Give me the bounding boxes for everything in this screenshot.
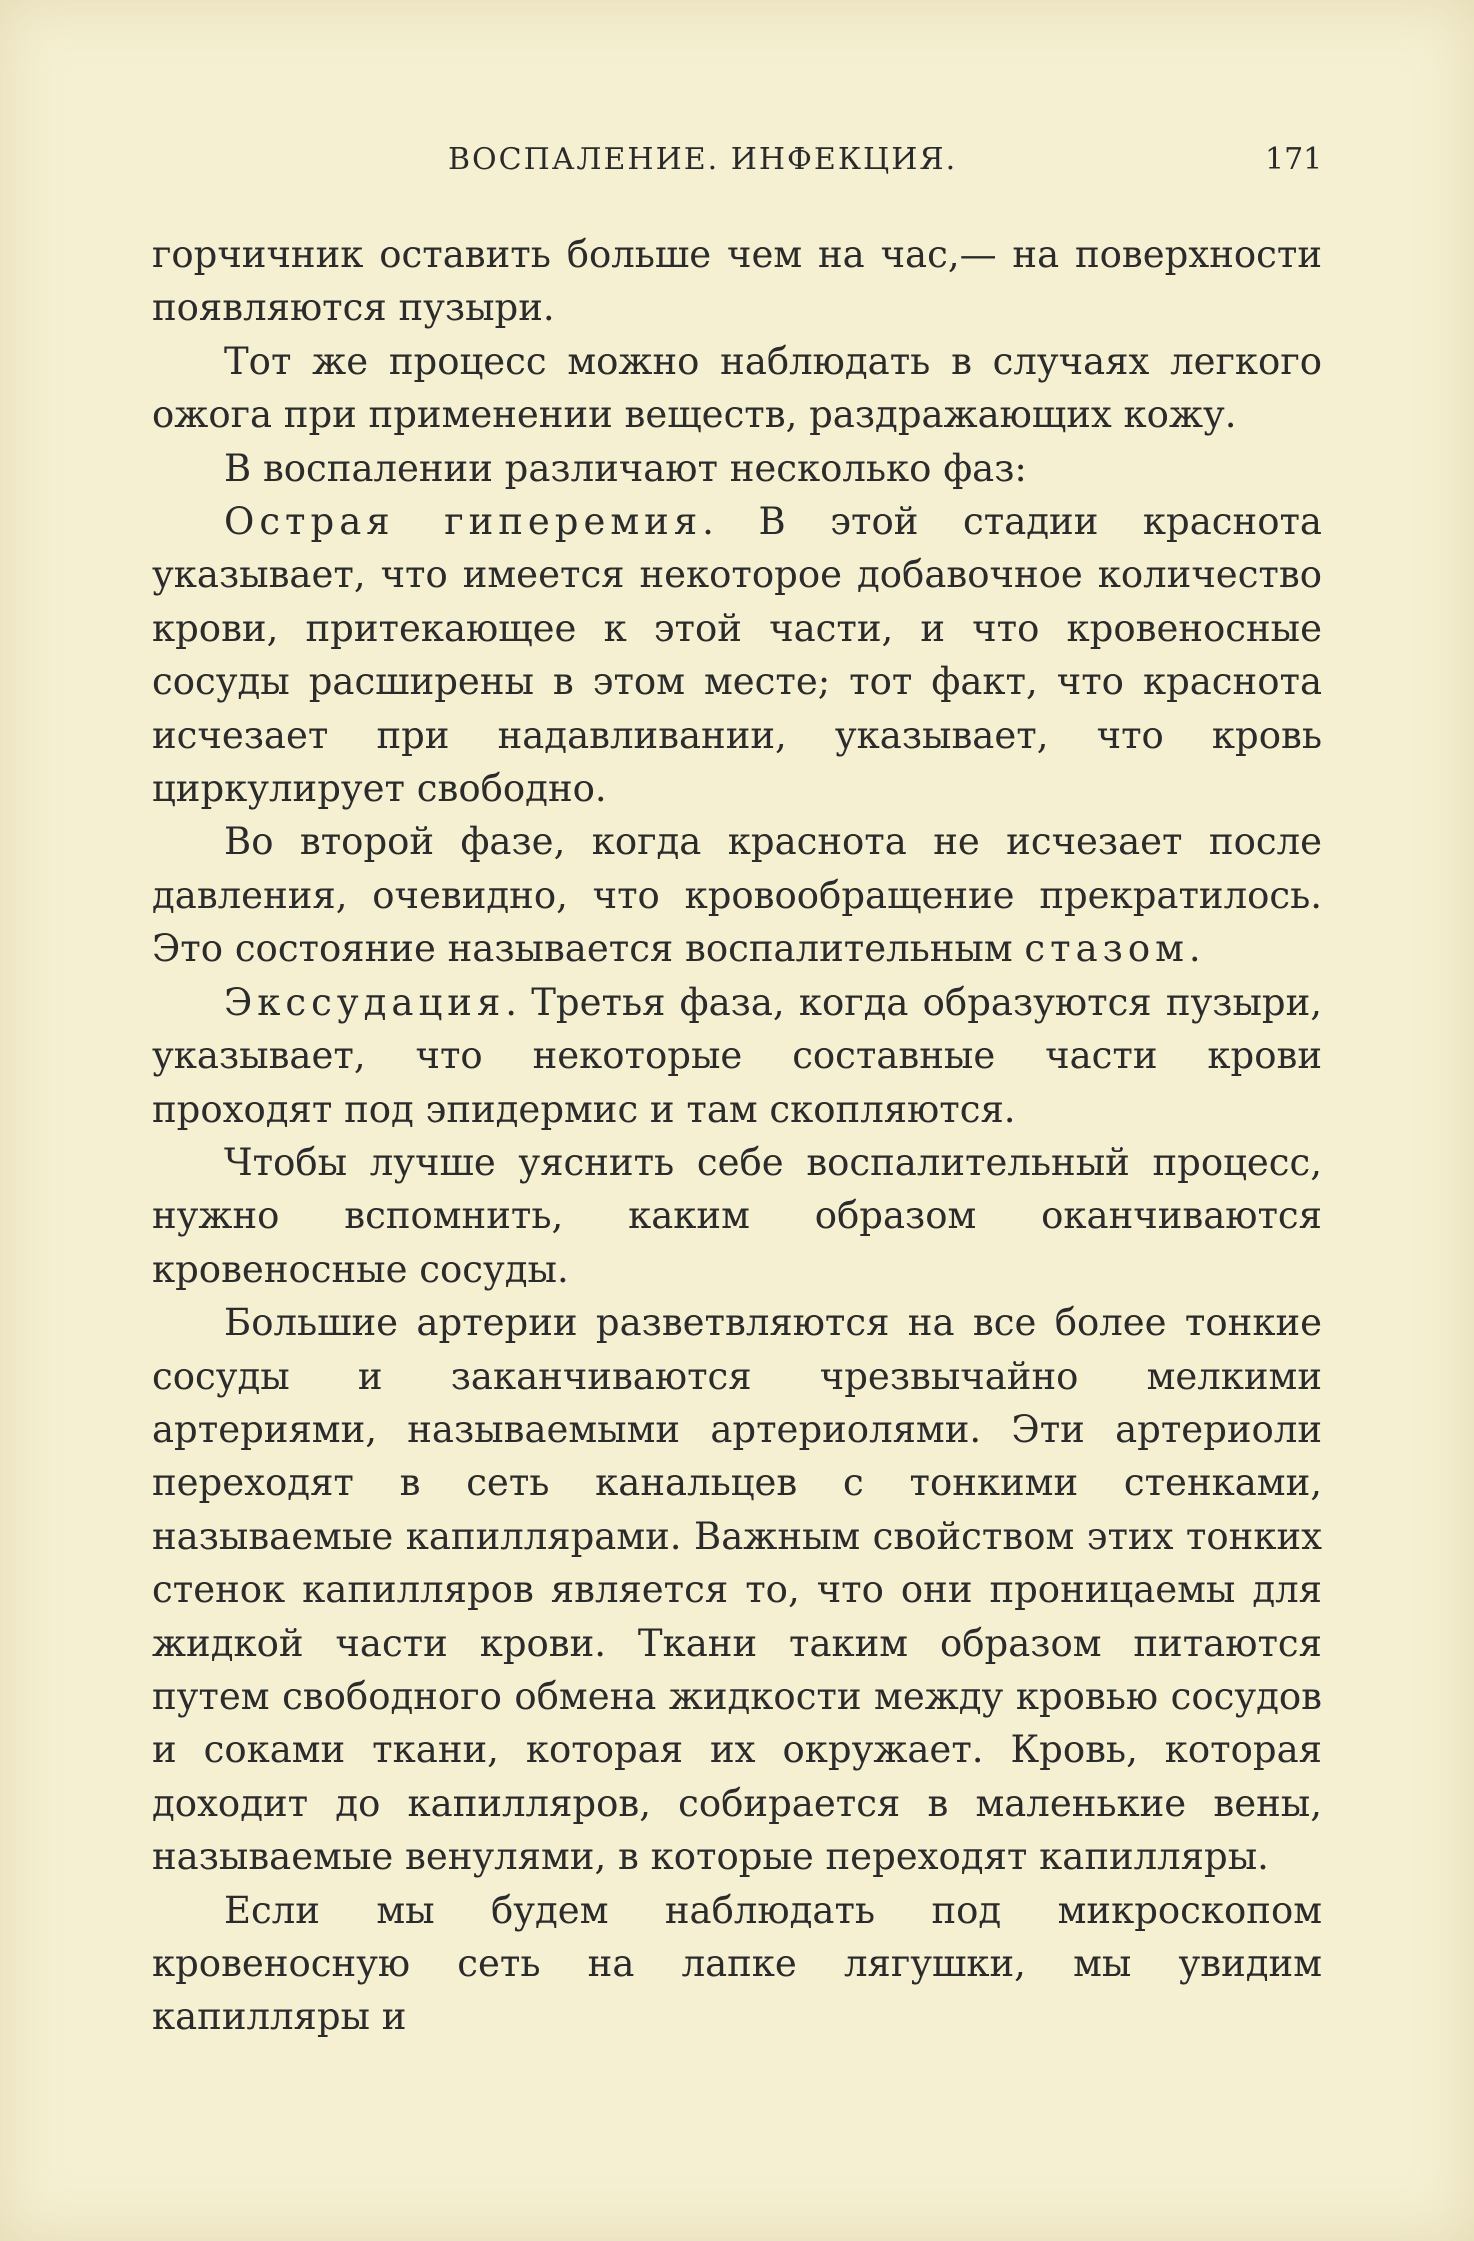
page-header xyxy=(0,142,1474,202)
paragraph-8: Большие артерии разветвляются на все более тонкие сосуды и заканчиваются чрезвычайно мелкими артериями, называемыми артериолями. Эти артериоли переходят в сеть канальцев с тонкими стенками, называемые капиллярами. Важным свойством этих тонких стенок капилляров является то, что они проницаемы для жидкой части крови. Ткани таким образом питаются путем свободного обмена жидкости между кровью сосудов и соками ткани, которая их окружает. Кровь, которая доходит до капилляров, собирается в маленькие вены, называемые венулями, в которые переходят капилляры. xyxy=(152,1301,1322,1879)
term-stasis: стазом xyxy=(1024,927,1189,971)
running-title: ВОСПАЛЕНИЕ. ИНФЕКЦИЯ. xyxy=(448,142,958,177)
paragraph-4-text: . В этой стадии краснота указывает, что имеется некоторое добавочное количество крови, притекающее к этой части, и что кровеносные сосуды расширены в этом месте; тот факт, что краснота исчезает при надавливании, указывает, что кровь циркулирует свободно. xyxy=(152,500,1322,811)
term-acute-hyperemia: Острая гиперемия xyxy=(224,500,703,544)
paragraph-1: горчичник оставить больше чем на час,— на поверхности появляются пузыри. xyxy=(152,233,1322,330)
paragraph-3: В воспалении различают несколько фаз: xyxy=(224,446,1027,490)
paragraph-5 xyxy=(152,815,1322,975)
paragraph-2: Тот же процесс можно наблюдать в случаях легкого ожога при применении веществ, раздражающих кожу. xyxy=(152,339,1322,437)
page-number: 171 xyxy=(1265,142,1323,177)
paragraph-9: Если мы будем наблюдать под микроскопом кровеносную сеть на лапке лягушки, мы увидим капилляры и xyxy=(152,1888,1322,2039)
paragraph-6-text: . Третья фаза, когда образуются пузыри, указывает, что некоторые составные части крови проходят под эпидермис и там скопляются. xyxy=(152,980,1322,1131)
term-exudation: Экссудация xyxy=(224,980,506,1024)
paragraph-5-text: Во второй фазе, когда краснота не исчезает после давления, очевидно, что кровообращение прекратилось. Это состояние называется воспалительным xyxy=(152,820,1322,971)
paragraph-4 xyxy=(152,495,1322,815)
paragraph-5-end: . xyxy=(1188,927,1201,971)
paragraph-6 xyxy=(152,976,1322,1136)
paragraph-7: Чтобы лучше уяснить себе воспалительный процесс, нужно вспомнить, каким образом оканчиваются кровеносные сосуды. xyxy=(152,1140,1322,1291)
body-text xyxy=(152,228,1322,2044)
